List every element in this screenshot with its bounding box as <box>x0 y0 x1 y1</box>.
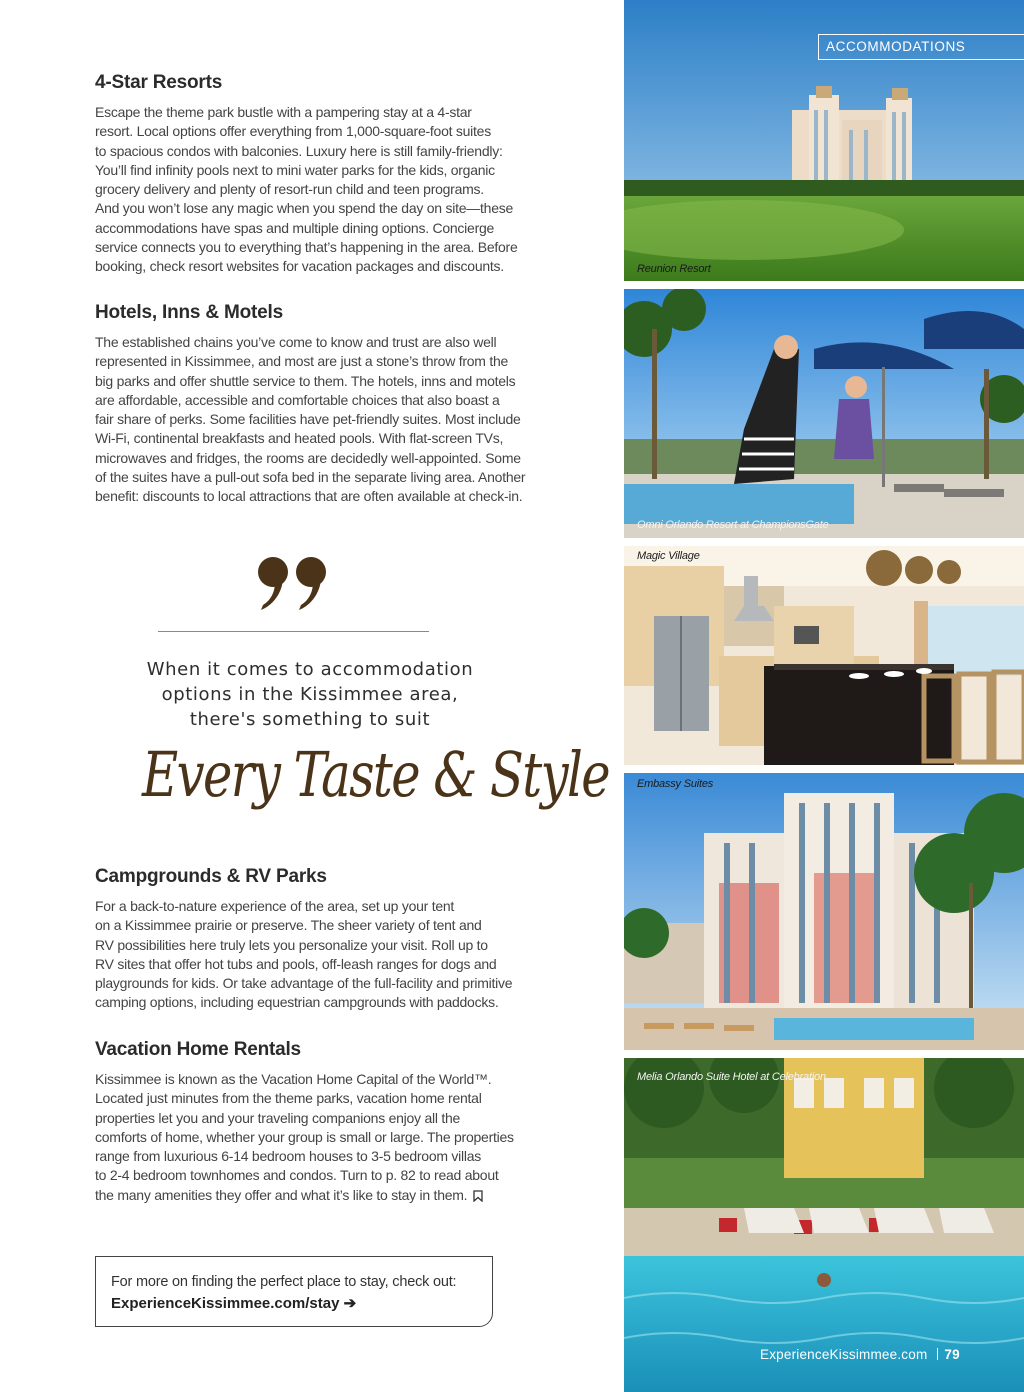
photo-caption: Reunion Resort <box>637 263 711 275</box>
quote-divider <box>158 631 429 632</box>
section-body-vacation-homes <box>95 1070 514 1205</box>
section-title-campgrounds: Campgrounds & RV Parks <box>95 866 327 887</box>
photo-melia-orlando <box>624 1058 1024 1392</box>
text-line: For a back-to-nature experience of the area, set up your tent <box>95 898 455 914</box>
info-callout-box <box>95 1256 493 1327</box>
section-body-campgrounds <box>95 897 512 1013</box>
text-line: camping options, including equestrian campgrounds with paddocks. <box>95 994 499 1011</box>
pull-quote <box>110 657 510 732</box>
page-footer <box>760 1347 960 1362</box>
section-title-4-star-resorts: 4-Star Resorts <box>95 72 223 93</box>
pull-quote-script: Every Taste & Style <box>142 738 610 811</box>
text-line: Wi-Fi, continental breakfasts and heated pools. With flat-screen TVs, <box>95 430 504 447</box>
text-line: You’ll find infinity pools next to mini water parks for the kids, organic <box>95 161 495 178</box>
section-title-hotels: Hotels, Inns & Motels <box>95 302 283 323</box>
text-line: The established chains you’ve come to know and trust are also well <box>95 334 497 350</box>
melia-orlando-image <box>624 1058 1024 1392</box>
text-line: accommodations have spas and multiple dining options. Concierge <box>95 219 495 236</box>
pull-quote-line: options in the Kissimmee area, <box>161 684 459 705</box>
text-line: represented in Kissimmee, and most are just a stone’s throw from the <box>95 353 509 370</box>
text-line: booking, check resort websites for vacation packages and discounts. <box>95 258 504 275</box>
photo-omni-orlando <box>624 289 1024 538</box>
text-line: to spacious condos with balconies. Luxury here is still family-friendly: <box>95 142 503 159</box>
text-line: Located just minutes from the theme parks, vacation home rental <box>95 1090 482 1107</box>
text-line: RV possibilities here truly lets you personalize your visit. Roll up to <box>95 936 488 953</box>
text-line: And you won’t lose any magic when you spend the day on site—these <box>95 200 514 217</box>
text-line: microwaves and fridges, the rooms are decidedly well-appointed. Some <box>95 449 521 466</box>
section-body-hotels <box>95 333 525 507</box>
text-line: fair share of perks. Some facilities have pet-friendly suites. Most include <box>95 411 521 428</box>
quote-mark-icon <box>255 548 335 618</box>
photo-caption: Melia Orlando Suite Hotel at Celebration <box>637 1071 826 1083</box>
pull-quote-line: there's something to suit <box>189 709 431 730</box>
text-line: Kissimmee is known as the Vacation Home Capital of the World™. <box>95 1071 492 1087</box>
text-line: big parks and offer shuttle service to them. The hotels, inns and motels <box>95 372 516 389</box>
text-line: properties let you and your traveling companions enjoy all the <box>95 1109 461 1126</box>
text-line: grocery delivery and plenty of resort-run child and teen programs. <box>95 181 484 198</box>
text-line: comforts of home, whether your group is small or large. The properties <box>95 1128 514 1145</box>
text-line: Escape the theme park bustle with a pampering stay at a 4-star <box>95 104 472 120</box>
pull-quote-line: When it comes to accommodation <box>146 659 474 680</box>
text-line: on a Kissimmee prairie or preserve. The sheer variety of tent and <box>95 917 482 934</box>
text-line: RV sites that offer hot tubs and pools, off-leash ranges for dogs and <box>95 955 497 972</box>
text-line: the many amenities they offer and what it’s like to stay in them. <box>95 1186 468 1203</box>
page-number: 79 <box>944 1347 960 1362</box>
omni-orlando-image <box>624 289 1024 538</box>
section-title-vacation-homes: Vacation Home Rentals <box>95 1039 301 1060</box>
embassy-suites-image <box>624 773 1024 1050</box>
text-line: are affordable, accessible and comfortable choices that also boast a <box>95 391 500 408</box>
end-mark-icon <box>473 1190 483 1202</box>
text-line-last <box>95 1186 514 1205</box>
footer-separator <box>937 1348 938 1360</box>
text-line: to 2-4 bedroom townhomes and condos. Turn to p. 82 to read about <box>95 1167 499 1184</box>
photo-magic-village <box>624 546 1024 765</box>
photo-caption: Magic Village <box>637 550 700 562</box>
photo-embassy-suites <box>624 773 1024 1050</box>
section-tab: ACCOMMODATIONS <box>818 34 1024 60</box>
text-line: service connects you to everything that’s happening in the area. Before <box>95 239 518 256</box>
text-line: resort. Local options offer everything from 1,000-square-foot suites <box>95 123 491 140</box>
info-callout-text: For more on finding the perfect place to stay, check out: <box>111 1274 457 1290</box>
text-line: range from luxurious 6-14 bedroom houses to 3-5 bedroom villas <box>95 1148 482 1165</box>
magic-village-image <box>624 546 1024 765</box>
text-line: of the suites have a pull-out sofa bed in the separate living area. Another <box>95 469 526 486</box>
section-body-4-star-resorts <box>95 103 518 277</box>
footer-site[interactable]: ExperienceKissimmee.com <box>760 1347 928 1362</box>
photo-caption: Omni Orlando Resort at ChampionsGate <box>637 519 829 531</box>
text-line: benefit: discounts to local attractions that are often available at check-in. <box>95 488 523 505</box>
photo-caption: Embassy Suites <box>637 778 714 790</box>
info-callout-link[interactable]: ExperienceKissimmee.com/stay ➔ <box>111 1295 357 1312</box>
text-line: playgrounds for kids. Or take advantage of the full-facility and primitive <box>95 975 513 992</box>
photo-column <box>624 0 1024 1392</box>
